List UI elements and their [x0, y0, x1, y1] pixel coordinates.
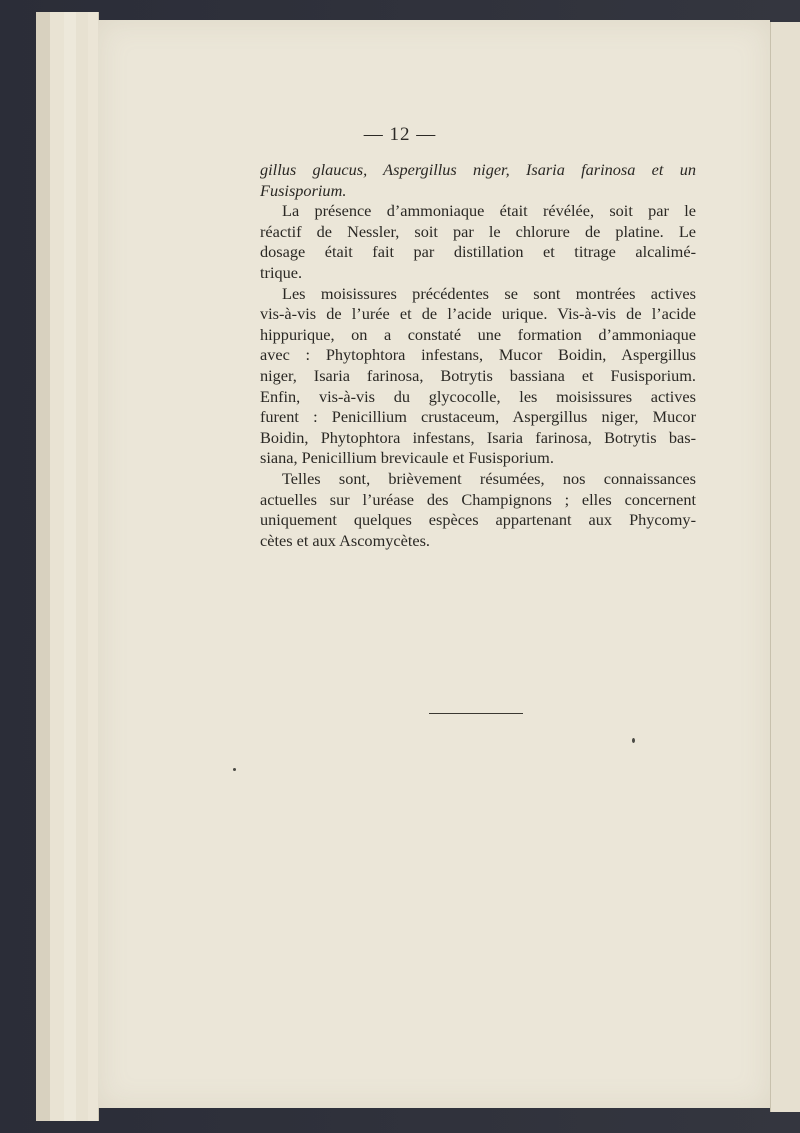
page-edge-strip: [36, 12, 51, 1121]
text-line: uniquement quelques espèces appartenant aux Phycomy-: [260, 510, 696, 530]
text-line: avec : Phytophtora infestans, Mucor Boidin, Aspergillus: [260, 345, 696, 365]
text-line: vis-à-vis de l’urée et de l’acide urique. Vis-à-vis de l’acide: [260, 304, 696, 324]
text-line: niger, Isaria farinosa, Botrytis bassiana et Fusisporium.: [260, 365, 696, 385]
text-line: actuelles sur l’uréase des Champignons ; elles concernent: [260, 489, 696, 509]
text-line: Boidin, Phytophtora infestans, Isaria farinosa, Botrytis bas-: [260, 427, 696, 447]
text-line: Enfin, vis-à-vis du glycocolle, les moisissures actives: [260, 386, 696, 406]
end-rule: [429, 713, 523, 714]
facing-page-edge: [770, 22, 800, 1112]
text-line: hippurique, on a constaté une formation d’ammoniaque: [260, 324, 696, 344]
text-line: Les moisissures précédentes se sont montrées actives: [282, 283, 696, 303]
text-line: Telles sont, brièvement résumées, nos connaissances: [282, 468, 696, 488]
text-line-content: Fusisporium.: [260, 180, 347, 200]
text-line: cètes et aux Ascomycètes.: [260, 530, 430, 550]
text-line: dosage était fait par distillation et titrage alcalimé-: [260, 242, 696, 262]
text-line: La présence d’ammoniaque était révélée, soit par le: [282, 201, 696, 221]
text-line: furent : Penicillium crustaceum, Aspergillus niger, Mucor: [260, 407, 696, 427]
paper-speck: [233, 768, 236, 771]
text-line: trique.: [260, 262, 303, 282]
paper-speck: [632, 738, 635, 743]
text-line: siana, Penicillium brevicaule et Fusisporium.: [260, 448, 554, 468]
text-line: réactif de Nessler, soit par le chlorure de platine. Le: [260, 221, 696, 241]
page-edge-strip: [50, 12, 65, 1121]
page-number: — 12 —: [363, 124, 437, 145]
text-line: [260, 181, 696, 202]
text-line: [260, 160, 696, 181]
body-text: [260, 160, 696, 551]
text-line-content: gillus glaucus, Aspergillus niger, Isaria farinosa et un: [260, 160, 696, 179]
